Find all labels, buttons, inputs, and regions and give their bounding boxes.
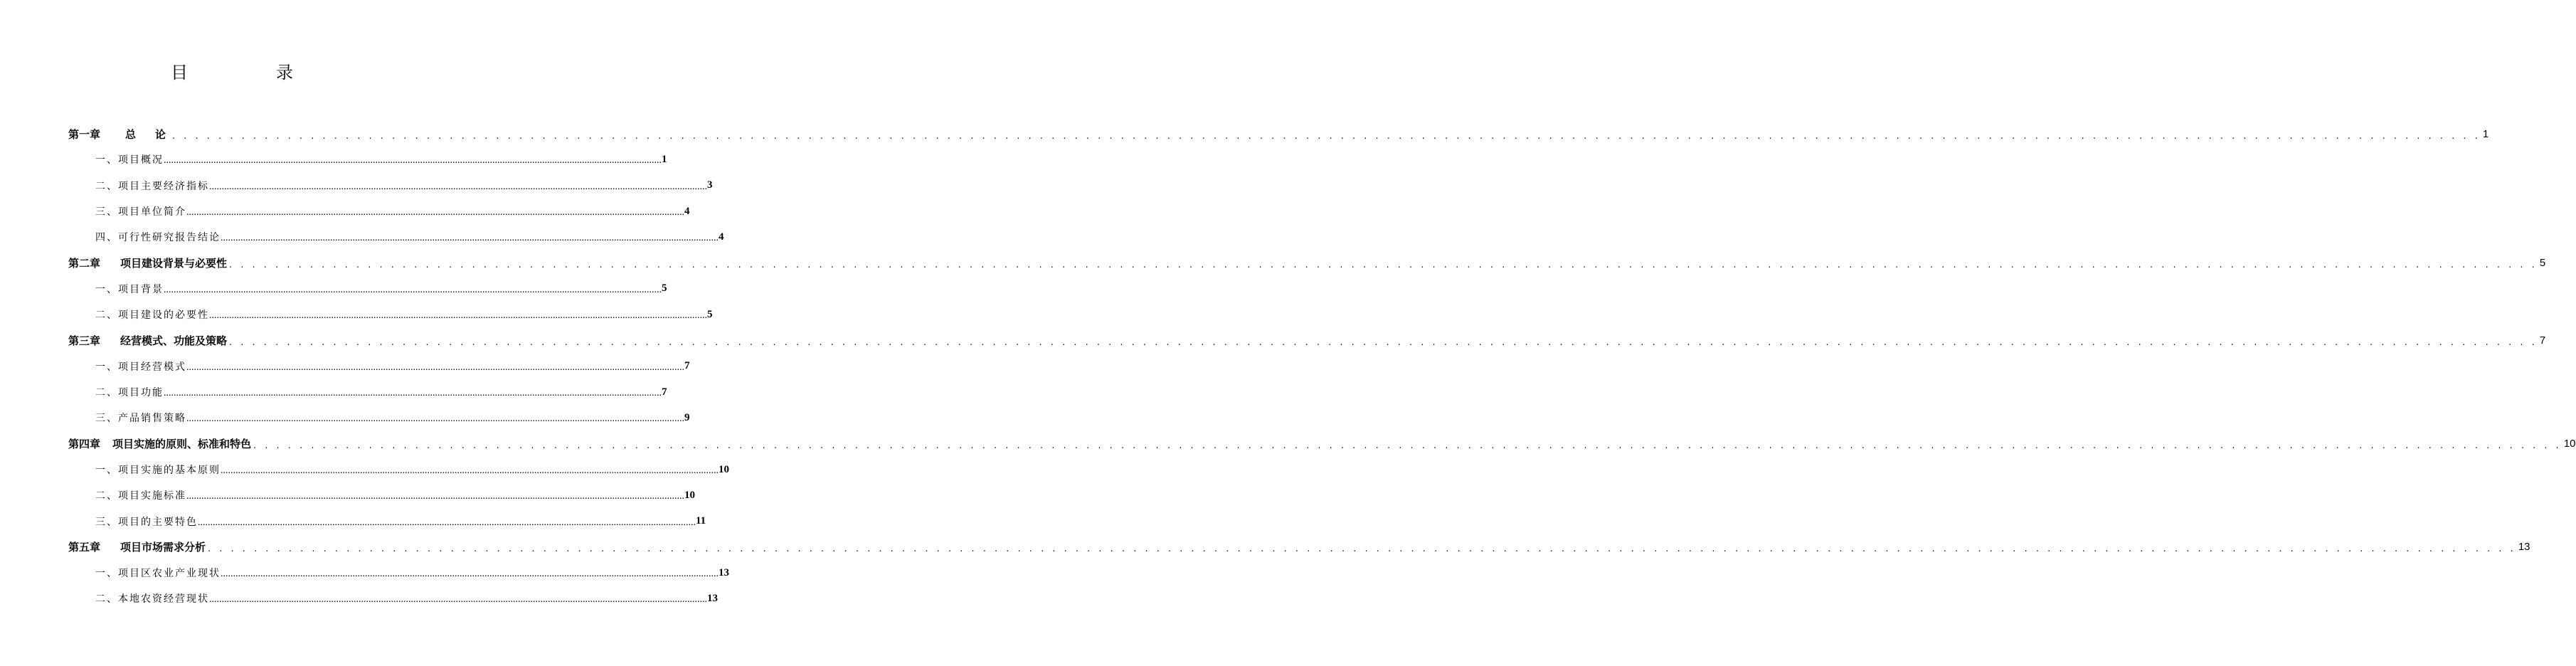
toc-chapter-entry[interactable] [68, 431, 2576, 457]
toc-entry-label: 一、项目经营模式 [95, 361, 186, 373]
toc-section-entry[interactable] [68, 379, 667, 405]
dot-leader: ........................................................................................................................................................................................................ [164, 284, 662, 295]
toc-chapter-entry[interactable] [68, 534, 2530, 560]
toc-section-entry[interactable] [68, 405, 690, 430]
toc-section-entry[interactable] [68, 302, 713, 327]
chapter-number: 第一章 [68, 127, 101, 141]
page-number: 13 [719, 566, 729, 578]
dot-leader: . . . . . . . . . . . . . . . . . . . . . . . . . . . . . . . . . . . . . . . . . . . . . . . . . . . . . . . . . . . . . . . . . . . . . . . . . . . . . . . . . . . . . . . . . . . . . . . . . . . . . . . . . . . . . . . . . . . . . . . . . . . . . . . . . . . . . . . . . . . . . . . . . . . . . . . . . . . . . . . . . . . . . . . . . . . . . . . . . . . . . . . . . . . . . . . . . . . . . . . . [253, 440, 2562, 452]
dot-leader: . . . . . . . . . . . . . . . . . . . . . . . . . . . . . . . . . . . . . . . . . . . . . . . . . . . . . . . . . . . . . . . . . . . . . . . . . . . . . . . . . . . . . . . . . . . . . . . . . . . . . . . . . . . . . . . . . . . . . . . . . . . . . . . . . . . . . . . . . . . . . . . . . . . . . . . . . . . . . . . . . . . . . . . . . . . . . . . . . . . . . . . . . . . . . . . . . . . . . . . . [172, 130, 2481, 142]
dot-leader: ........................................................................................................................................................................................................ [209, 594, 707, 606]
dot-leader: ........................................................................................................................................................................................................ [186, 207, 684, 218]
page-number: 3 [707, 179, 713, 191]
chapter-title: 经营模式、功能及策略 [120, 334, 228, 348]
page-number: 5 [2539, 257, 2546, 270]
page-number: 5 [662, 282, 667, 295]
toc-entry-label: 三、项目单位简介 [95, 206, 186, 218]
dot-leader: ........................................................................................................................................................................................................ [164, 388, 662, 399]
toc-entry-label: 三、项目的主要特色 [95, 516, 198, 528]
toc-section-entry[interactable] [68, 147, 667, 172]
page-number: 9 [684, 411, 690, 423]
toc-chapter-entry[interactable] [68, 121, 2489, 147]
dot-leader: ........................................................................................................................................................................................................ [186, 413, 684, 425]
dot-leader: ........................................................................................................................................................................................................ [209, 181, 707, 192]
toc-entry-label: 二、本地农资经营现状 [95, 593, 209, 606]
dot-leader: . . . . . . . . . . . . . . . . . . . . . . . . . . . . . . . . . . . . . . . . . . . . . . . . . . . . . . . . . . . . . . . . . . . . . . . . . . . . . . . . . . . . . . . . . . . . . . . . . . . . . . . . . . . . . . . . . . . . . . . . . . . . . . . . . . . . . . . . . . . . . . . . . . . . . . . . . . . . . . . . . . . . . . . . . . . . . . . . . . . . . . . . . . . . . . . . . . . . . . . . [229, 260, 2538, 271]
toc-entry-label [68, 539, 206, 554]
toc-entry-label: 二、项目建设的必要性 [95, 310, 209, 322]
toc-section-entry[interactable] [68, 482, 695, 508]
page-number: 10 [2563, 438, 2576, 450]
chapter-number: 第三章 [68, 334, 101, 348]
toc-entry-label: 一、项目背景 [95, 283, 164, 295]
toc-chapter-entry[interactable] [68, 250, 2546, 275]
toc-section-entry[interactable] [68, 457, 729, 482]
toc-entry-label: 一、项目实施的基本原则 [95, 465, 221, 476]
dot-leader: . . . . . . . . . . . . . . . . . . . . . . . . . . . . . . . . . . . . . . . . . . . . . . . . . . . . . . . . . . . . . . . . . . . . . . . . . . . . . . . . . . . . . . . . . . . . . . . . . . . . . . . . . . . . . . . . . . . . . . . . . . . . . . . . . . . . . . . . . . . . . . . . . . . . . . . . . . . . . . . . . . . . . . . . . . . . . . . . . . . . . . . . . . . . . . . . . . . . . . . . [229, 337, 2538, 349]
toc-entry-label: 二、项目主要经济指标 [95, 180, 209, 192]
toc-section-entry[interactable] [68, 586, 718, 611]
toc-section-entry[interactable] [68, 508, 706, 534]
page-number: 7 [2539, 334, 2546, 347]
toc-section-entry[interactable] [68, 354, 690, 379]
page-number: 5 [707, 308, 713, 320]
chapter-number: 第二章 [68, 257, 101, 270]
toc-section-entry[interactable] [68, 224, 724, 250]
chapter-number: 第五章 [68, 541, 101, 554]
dot-leader: ........................................................................................................................................................................................................ [221, 569, 719, 580]
dot-leader: ........................................................................................................................................................................................................ [209, 310, 707, 322]
dot-leader: ........................................................................................................................................................................................................ [164, 155, 662, 166]
dot-leader: . . . . . . . . . . . . . . . . . . . . . . . . . . . . . . . . . . . . . . . . . . . . . . . . . . . . . . . . . . . . . . . . . . . . . . . . . . . . . . . . . . . . . . . . . . . . . . . . . . . . . . . . . . . . . . . . . . . . . . . . . . . . . . . . . . . . . . . . . . . . . . . . . . . . . . . . . . . . . . . . . . . . . . . . . . . . . . . . . . . . . . . . . . . . . . . . . . . . . . . . [208, 544, 2516, 555]
page-number: 13 [2518, 541, 2530, 554]
toc-entry-label: 三、产品销售策略 [95, 413, 186, 425]
toc-entry-label: 二、项目实施标准 [95, 490, 186, 502]
table-of-contents [68, 121, 2576, 612]
toc-section-entry[interactable] [68, 173, 713, 199]
toc-entry-label [68, 255, 227, 270]
page-number: 7 [684, 360, 690, 372]
dot-leader: ........................................................................................................................................................................................................ [221, 233, 719, 244]
dot-leader: ........................................................................................................................................................................................................ [221, 465, 719, 476]
page-number: 13 [707, 592, 718, 604]
toc-entry-label: 一、项目概况 [95, 154, 164, 166]
dot-leader: ........................................................................................................................................................................................................ [186, 491, 684, 502]
toc-entry-label [68, 436, 251, 451]
page-number: 11 [696, 515, 706, 527]
dot-leader: ........................................................................................................................................................................................................ [198, 517, 696, 528]
chapter-title: 项目建设背景与必要性 [120, 257, 228, 270]
toc-entry-label: 一、项目区农业产业现状 [95, 568, 221, 580]
page-title: 目 录 [171, 63, 329, 83]
toc-entry-label [68, 127, 170, 142]
chapter-number: 第四章 [68, 438, 101, 451]
page-number: 4 [684, 205, 690, 217]
chapter-title: 项目市场需求分析 [120, 541, 206, 554]
toc-entry-label: 二、项目功能 [95, 387, 164, 399]
toc-entry-label: 四、可行性研究报告结论 [95, 232, 221, 244]
page-number: 4 [719, 231, 724, 243]
chapter-title: 总 论 [125, 127, 171, 141]
toc-entry-label [68, 333, 227, 348]
chapter-title: 项目实施的原则、标准和特色 [112, 438, 252, 451]
toc-chapter-entry[interactable] [68, 327, 2546, 353]
page-number: 10 [719, 463, 729, 475]
toc-section-entry[interactable] [68, 560, 729, 586]
toc-section-entry[interactable] [68, 276, 667, 302]
page-number: 1 [662, 153, 667, 165]
page-number: 10 [684, 489, 695, 501]
dot-leader: ........................................................................................................................................................................................................ [186, 361, 684, 373]
toc-section-entry[interactable] [68, 199, 690, 224]
page-number: 1 [2482, 127, 2489, 140]
page-number: 7 [662, 386, 667, 398]
